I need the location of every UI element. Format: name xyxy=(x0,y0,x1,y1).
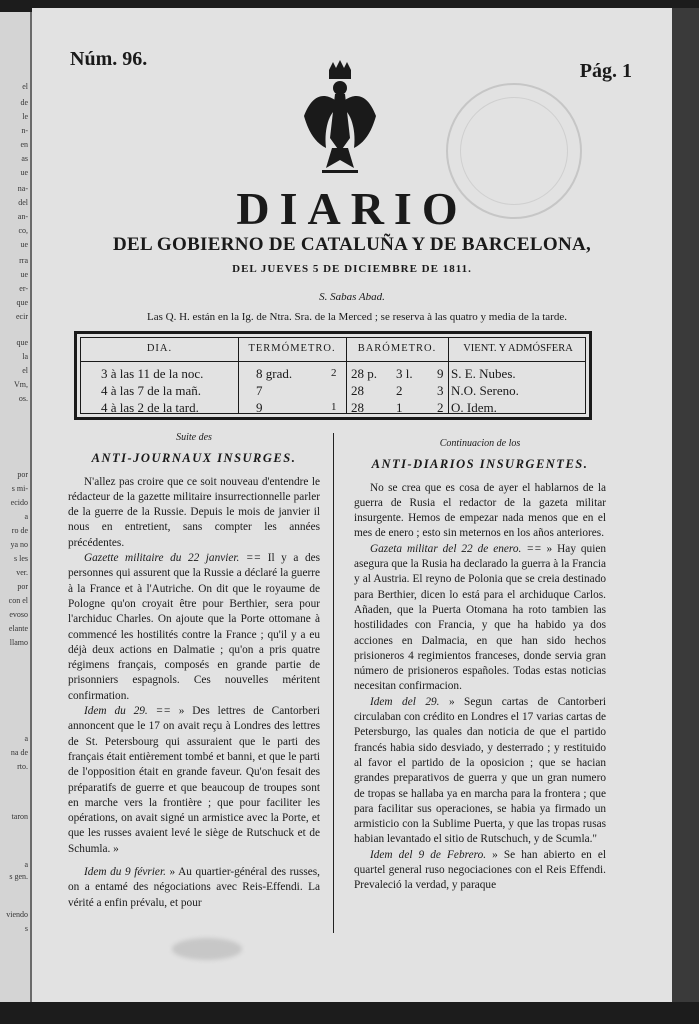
row-1-baro: 28 p. xyxy=(351,366,377,381)
spanish-p2-lead: Gazeta militar del 22 de enero. == xyxy=(370,542,542,555)
left-page-fragment: por xyxy=(17,470,28,479)
french-kicker: Suite des xyxy=(176,432,212,443)
left-page-fragment: rra xyxy=(19,256,28,265)
left-page-fragment: na de xyxy=(10,748,28,757)
left-page-fragment: ecido xyxy=(10,498,28,507)
masthead-title: DIARIO xyxy=(236,183,468,234)
left-page-fragment: co, xyxy=(18,226,28,235)
row-2-baro: 28 xyxy=(351,383,364,398)
spanish-heading: ANTI-DIARIOS INSURGENTES. xyxy=(371,457,589,472)
row-3-thermo-frac: 1 xyxy=(331,401,337,413)
left-page-fragment: viendo xyxy=(6,910,28,919)
spanish-p2-text: » Hay quien asegura que la Rusia ha declarado la guerra à la Francia y al Austria. El reyno de Polonia que se creia destinado para Berthier, dicen lo está para el archiduque Carlos. Añaden, que la Puerta Otomana ha roto tambien las hostilidades con Francia, y que ha habido ya dos acciones en Dalmacia, en que han sido hechos prisioneros 4 regimientos franceses, donde servia gran número de prisioneros españoles. Todas estas noticias necesitan confirmacion. xyxy=(354,542,607,693)
french-p2-lead: Gazette militaire du 22 janvier. == xyxy=(84,552,262,565)
church-notice: Las Q. H. están en la Ig. de Ntra. Sra. de la Merced ; se reserva à las quatro y media de la tarde. xyxy=(147,311,567,323)
spanish-column xyxy=(354,436,606,894)
french-heading: ANTI-JOURNAUX INSURGES. xyxy=(91,451,297,466)
left-page-fragment: s gen. xyxy=(9,872,28,881)
header-viento: VIENT. Y ADMÓSFERA xyxy=(463,343,573,354)
spanish-paragraph-3 xyxy=(354,695,606,848)
left-page-fragment: na- xyxy=(17,184,28,193)
saint-of-day: S. Sabas Abad. xyxy=(319,291,385,303)
row-1-thermo: 8 grad. xyxy=(256,366,293,381)
left-page-fragment: elante xyxy=(8,624,28,633)
french-p4-text: » Au quartier-général des russes, on a entamé des négociations avec Reis-Effendi. La vérité a enfin prévalu, et pour xyxy=(68,866,321,909)
page-edge xyxy=(672,8,699,1002)
newspaper-page xyxy=(32,8,672,1002)
left-page-fragment: ue xyxy=(20,168,28,177)
french-paragraph-1: N'allez pas croire que ce soit nouveau d'entendre le rédacteur de la gazette militaire insurrectionnelle parler de la guerre de la Russie. Depuis le mois de janvier il nous en entretient, sans compter les années précédentes. xyxy=(68,475,320,549)
left-page-fragment: del xyxy=(18,198,28,207)
left-page-fragment: os. xyxy=(18,394,28,403)
row-3-baro-l: 1 xyxy=(396,400,403,415)
spanish-p4-lead: Idem del 9 de Febrero. xyxy=(370,848,487,861)
french-p4-lead: Idem du 9 février. xyxy=(84,866,166,879)
french-p2-text: Il y a des personnes qui assurent que la Russie a déclaré la guerre à la France et à l'Autriche. On dit que le royaume de Pologne qu'on croyait être pour Berthier, sera pour l'archiduc Charles. On ajoute que la Porte ottomane à commencé les hostilités contre la France ; qu'il y a eu déjà deux actions en Dalmatie ; qu'on a pris quatre régimens français, composés en grande partie de prisonniers espagnols. Ces nouvelles méritent confirmation. xyxy=(68,552,321,702)
row-3-thermo: 9 xyxy=(256,400,263,415)
left-page-fragment: ver. xyxy=(16,568,28,577)
french-column xyxy=(68,430,320,911)
left-page-fragment: ue xyxy=(20,270,28,279)
left-page-fragment: por xyxy=(17,582,28,591)
left-page-fragment: a xyxy=(24,512,28,521)
left-page-fragment: el xyxy=(22,366,28,375)
page-number: Pág. 1 xyxy=(579,60,632,82)
row-2-day: 4 à las 7 de la mañ. xyxy=(101,383,201,398)
row-1-baro-l: 3 l. xyxy=(396,366,413,381)
left-page-fragment: el xyxy=(22,82,28,91)
spanish-p4-text: » Se han abierto en el quartel general ruso negociaciones con el Reis Effendi. Prevaleció la verdad, y paraque xyxy=(354,848,607,892)
left-page-fragment: as xyxy=(21,154,28,163)
weather-table xyxy=(74,331,592,420)
spanish-kicker: Continuacion de los xyxy=(439,438,521,449)
row-2-wind: N.O. Sereno. xyxy=(451,383,519,398)
crowned-eagle-emblem xyxy=(302,60,378,186)
ink-smudge xyxy=(172,938,242,960)
left-page-fragment: le xyxy=(22,112,28,121)
french-paragraph-4 xyxy=(68,865,320,911)
left-page-fragment: a xyxy=(24,860,28,869)
french-p3-lead: Idem du 29. == xyxy=(84,705,171,718)
left-page-fragment: an- xyxy=(17,212,28,221)
left-page-fragment: que xyxy=(16,338,28,347)
left-page-fragment: en xyxy=(20,140,28,149)
row-1-thermo-frac: 2 xyxy=(331,367,337,379)
left-page-fragment: s les xyxy=(14,554,28,563)
left-page-fragment: taron xyxy=(11,812,28,821)
header-termometro: TERMÓMETRO. xyxy=(248,343,336,354)
french-p3-text: » Des lettres de Cantorberi annoncent que le 17 on avait reçu à Londres des lettres de St. Petersbourg qui assuraient que le parti des français était entièrement tombé et banni, et que le parti de l'opposition était en grande faveur. Qu'on fesait des préparatifs de guerre et que beaucoup de troupes sont en marche vers la frontière ; que pour faciliter les opérations, on avait signé un armistice avec la Porte, et que les russes avaient levé le siège de Rutschuck et de Schumla. » xyxy=(68,705,320,855)
left-page-fragment: que xyxy=(16,298,28,307)
left-page-fragment: evoso xyxy=(9,610,28,619)
issue-number: Núm. 96. xyxy=(70,48,148,70)
left-page-fragment: ya no xyxy=(10,540,28,549)
left-page-fragment: a xyxy=(24,734,28,743)
spanish-p3-text: » Segun cartas de Cantorberi circulaban con crédito en Londres el 17 varias cartas de Petersburgo, las quales dan noticia de que el partido francés habia sido desviado, y desterrado ; y restituido al favor el partido de la oposicion ; que se hacian grandes preparativos de guerra y que un gran numero de tropas se hallaba ya en marcha para la frontera ; que para facilitar sus operaciones, se habia ya firmado un armisticio con la Sublime Puerta, y que las tropas rusas habian levantado el sitio de Rutschuch, y de Scumla." xyxy=(354,695,607,846)
left-page-fragment: ro de xyxy=(11,526,28,535)
left-page-fragment: Vm, xyxy=(14,380,28,389)
left-page-fragment: s mi- xyxy=(11,484,28,493)
row-2-baro-l: 2 xyxy=(396,383,403,398)
left-page-fragment: rto. xyxy=(17,762,28,771)
spanish-p3-lead: Idem del 29. xyxy=(370,695,440,708)
french-paragraph-2 xyxy=(68,551,320,704)
left-page-fragment: ecir xyxy=(16,312,28,321)
row-3-baro-frac: 2 xyxy=(437,400,444,415)
left-page-fragment: de xyxy=(20,98,28,107)
left-page-fragment: n- xyxy=(21,126,28,135)
spanish-paragraph-2 xyxy=(354,542,606,695)
issue-date: DEL JUEVES 5 DE DICIEMBRE DE 1811. xyxy=(232,263,472,275)
header-barometro: BARÓMETRO. xyxy=(357,343,437,354)
row-3-wind: O. Idem. xyxy=(451,400,497,415)
spanish-paragraph-1: No se crea que es cosa de ayer el hablarnos de la guerra de Rusia el redactor de la gazeta militar insurgente. Hemos de empezar nada menos que en el mes de enero ; esto sin meternos en los años anteriores. xyxy=(354,481,606,540)
row-2-baro-frac: 3 xyxy=(437,383,444,398)
row-3-baro: 28 xyxy=(351,400,364,415)
row-1-baro-frac: 9 xyxy=(437,366,444,381)
left-page-fragment: la xyxy=(22,352,28,361)
left-page-fragment: ue xyxy=(20,240,28,249)
spanish-paragraph-4 xyxy=(354,848,606,894)
french-paragraph-3 xyxy=(68,704,320,857)
header-dia: DIA. xyxy=(146,343,173,354)
row-2-thermo: 7 xyxy=(256,383,263,398)
left-page-fragment: con el xyxy=(8,596,28,605)
row-3-day: 4 à las 2 de la tard. xyxy=(101,400,199,415)
masthead-subtitle: DEL GOBIERNO DE CATALUÑA Y DE BARCELONA, xyxy=(112,234,592,255)
row-1-wind: S. E. Nubes. xyxy=(451,366,516,381)
left-page-fragment: s xyxy=(24,924,28,933)
left-facing-page xyxy=(0,12,32,1002)
left-page-fragment: er- xyxy=(19,284,28,293)
column-divider xyxy=(333,433,334,933)
row-1-day: 3 à las 11 de la noc. xyxy=(101,366,204,381)
left-page-fragment: llamo xyxy=(9,638,28,647)
